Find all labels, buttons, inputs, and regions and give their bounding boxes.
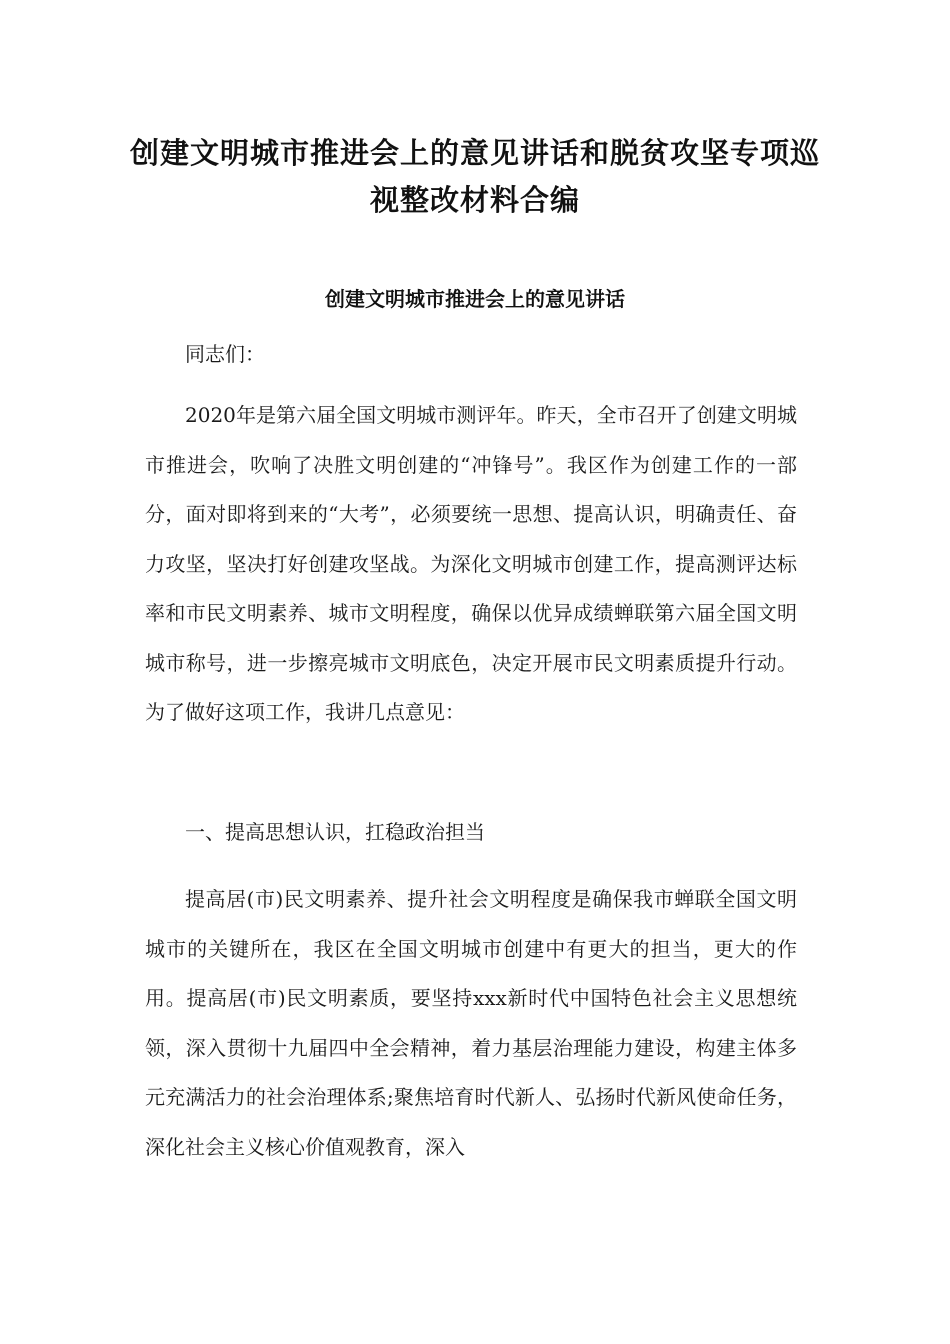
paragraph-body-1: 提高居(市)民文明素养、提升社会文明程度是确保我市蝉联全国文明城市的关键所在，我区在全国文明城市创建中有更大的担当，更大的作用。提高居(市)民文明素质，要坚持xxx新时代中国特色社会主义思想统领，深入贯彻十九届四中全会精神，着力基层治理能力建设，构建主体多元充满活力的社会治理体系;聚焦培育时代新人、弘扬时代新风使命任务，深化社会主义核心价值观教育，深入 <box>145 887 797 1159</box>
section-heading-1: 一、提高思想认识，扛稳政治担当 <box>185 820 485 844</box>
section-title: 创建文明城市推进会上的意见讲话 <box>325 287 625 311</box>
document-title: 创建文明城市推进会上的意见讲话和脱贫攻坚专项巡视整改材料合编 <box>129 136 820 217</box>
salutation: 同志们： <box>185 342 265 366</box>
paragraph-intro: 2020年是第六届全国文明城市测评年。昨天，全市召开了创建文明城市推进会，吹响了决胜文明创建的“冲锋号”。我区作为创建工作的一部分，面对即将到来的“大考”，必须要统一思想、提高认识，明确责任、奋力攻坚，坚决打好创建攻坚战。为深化文明城市创建工作，提高测评达标率和市民文明素养、城市文明程度，确保以优异成绩蝉联第六届全国文明城市称号，进一步擦亮城市文明底色，决定开展市民文明素质提升行动。为了做好这项工作，我讲几点意见： <box>145 403 797 724</box>
